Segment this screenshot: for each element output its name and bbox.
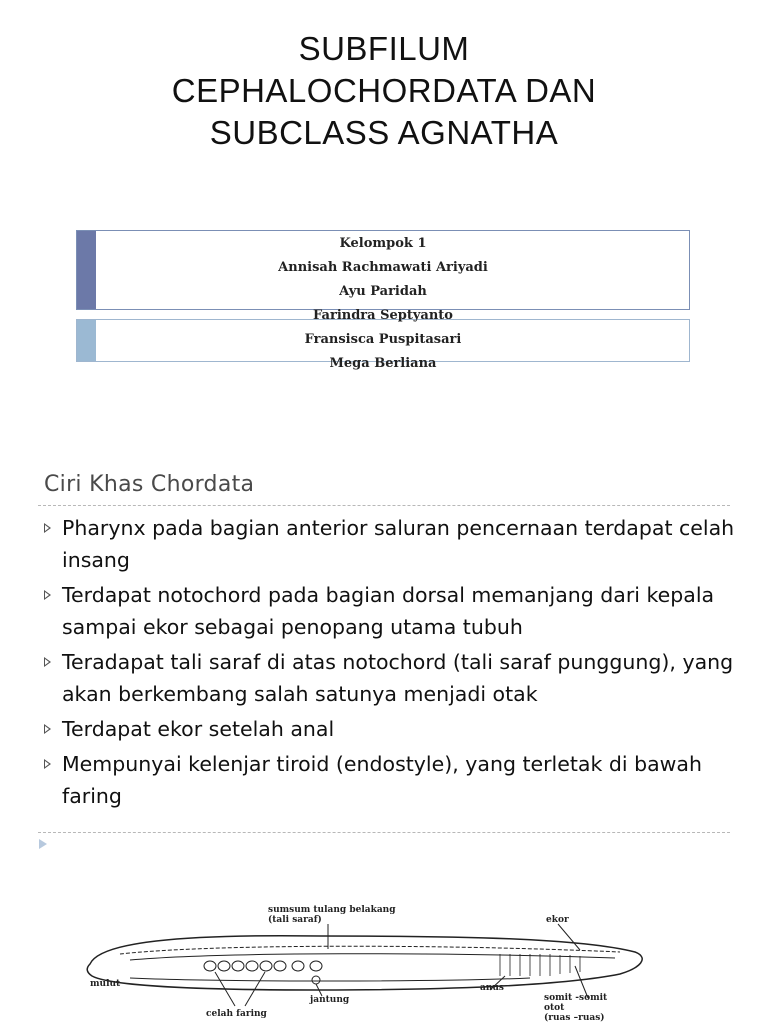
somites [500, 954, 580, 976]
bullet-item [44, 512, 744, 576]
label-nerve-cord: (tali saraf) [268, 915, 322, 925]
member-name: Ayu Paridah [339, 284, 427, 299]
chordate-anatomy-diagram [60, 894, 700, 1024]
bullet-item [44, 713, 744, 745]
heart-marker [312, 976, 320, 984]
gill-slits [204, 961, 322, 971]
notochord [130, 954, 615, 960]
arrow-bullet-icon [44, 590, 51, 600]
title-line: CEPHALOCHORDATA DAN [171, 72, 597, 109]
arrow-bullet-icon [44, 657, 51, 667]
body-outline [87, 936, 642, 990]
arrow-bullet-icon [44, 724, 51, 734]
divider [38, 505, 730, 506]
nerve-cord [120, 946, 620, 954]
member-list [76, 232, 690, 376]
label-spinal-cord: sumsum tulang belakang [268, 905, 396, 915]
divider [38, 832, 730, 833]
member-name: Farindra Septyanto [313, 308, 453, 323]
bullet-item [44, 646, 744, 710]
label-mouth: mulut [90, 979, 121, 989]
bullet-text: Mempunyai kelenjar tiroid (endostyle), yang terletak di bawah faring [62, 752, 702, 808]
bullet-text: Teradapat tali saraf di atas notochord (tali saraf punggung), yang akan berkembang salah satunya menjadi otak [62, 650, 734, 706]
bullet-list [44, 512, 744, 815]
label-muscle: otot [544, 1003, 565, 1013]
label-tail: ekor [546, 915, 569, 925]
title-line: SUBFILUM [298, 30, 470, 67]
label-segments: (ruas –ruas) [544, 1013, 605, 1023]
group-name: Kelompok 1 [339, 236, 427, 251]
bullet-item [44, 748, 744, 812]
bullet-text: Terdapat ekor setelah anal [62, 717, 335, 741]
arrow-bullet-icon [44, 523, 51, 533]
member-name: Mega Berliana [329, 356, 437, 371]
bullet-item [44, 579, 744, 643]
arrow-bullet-icon [39, 839, 47, 849]
slide-title [0, 28, 768, 154]
arrow-bullet-icon [44, 759, 51, 769]
member-name: Annisah Rachmawati Ariyadi [278, 260, 488, 275]
bullet-text: Terdapat notochord pada bagian dorsal memanjang dari kepala sampai ekor sebagai penopang utama tubuh [62, 583, 715, 639]
bullet-text: Pharynx pada bagian anterior saluran pencernaan terdapat celah insang [62, 516, 735, 572]
pointer-line [558, 924, 580, 950]
title-line: SUBCLASS AGNATHA [209, 114, 559, 151]
section-heading: Ciri Khas Chordata [44, 472, 255, 497]
member-name: Fransisca Puspitasari [304, 332, 462, 347]
label-somites: somit -somit [544, 993, 608, 1003]
label-gill-slits: celah faring [206, 1009, 267, 1019]
gut-line [130, 978, 530, 981]
label-heart: jantung [310, 995, 350, 1005]
label-anus: anus [480, 983, 504, 993]
